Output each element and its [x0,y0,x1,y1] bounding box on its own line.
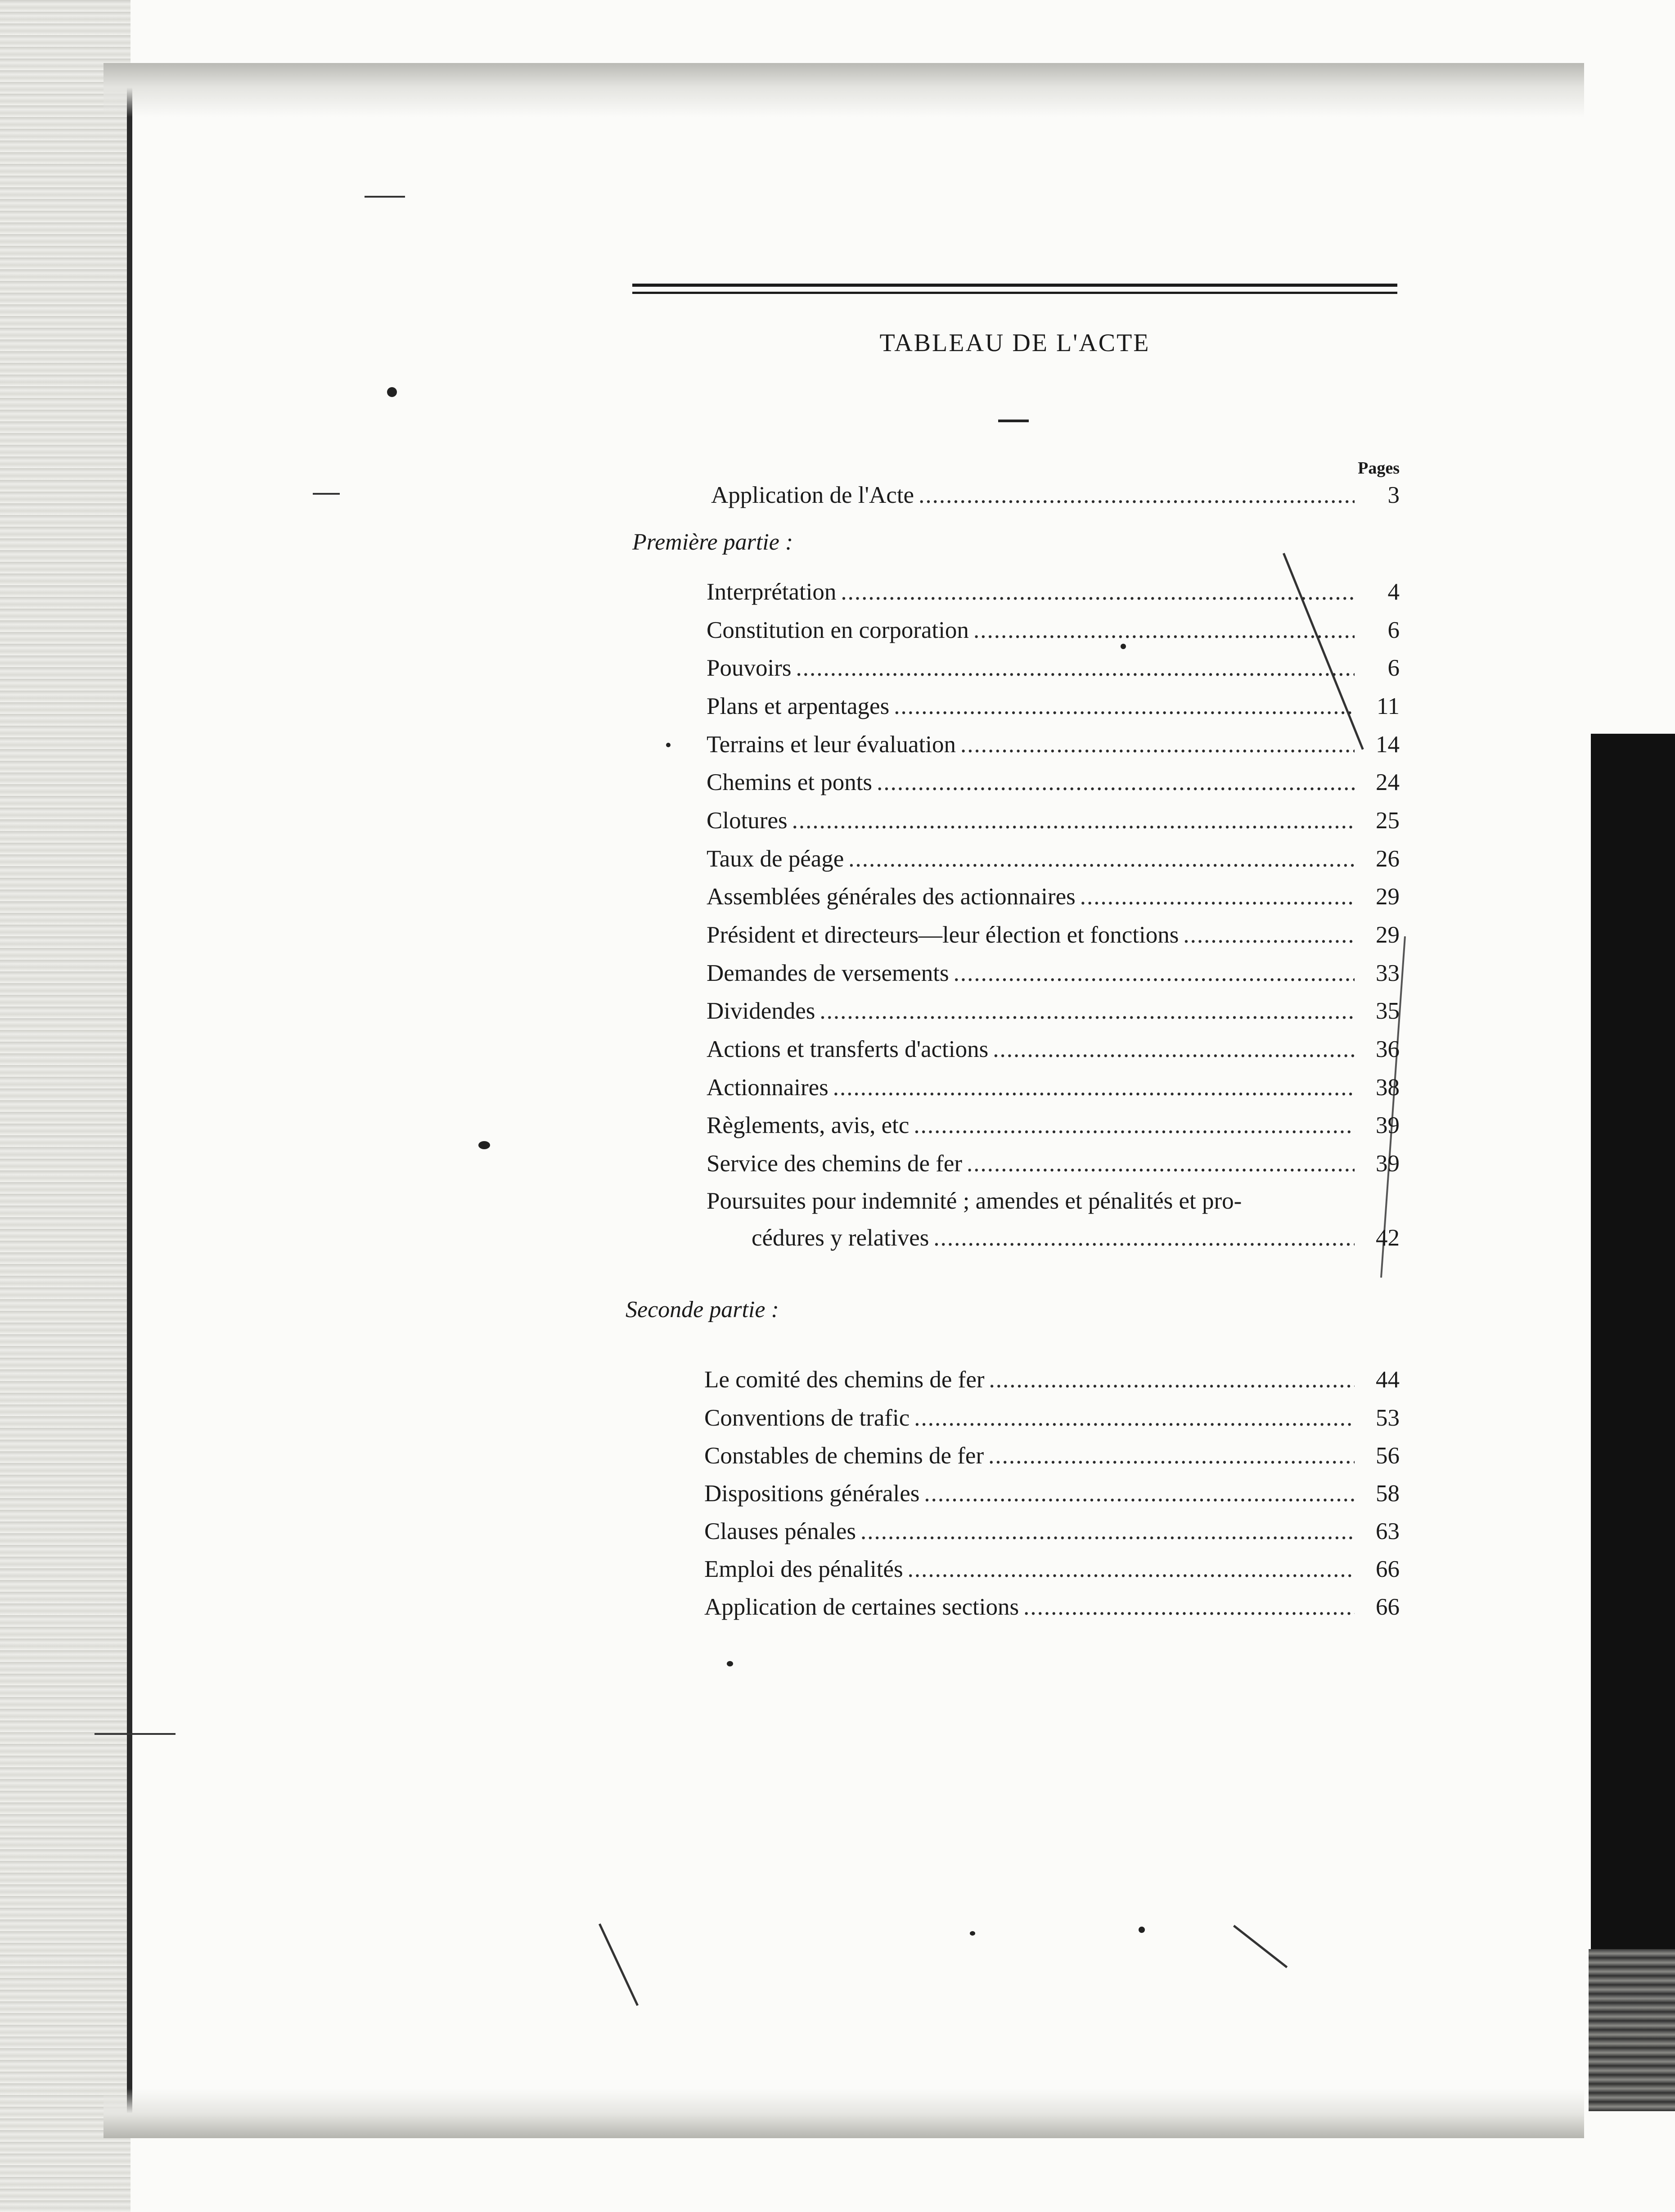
toc-entry [707,764,1400,800]
toc-entry [707,612,1400,648]
toc-entry [707,955,1400,991]
toc-entry [707,879,1400,915]
toc-entry [704,1476,1400,1512]
right-scan-bar-lower [1589,1949,1675,2111]
toc-entry-label: Constitution en corporation [707,617,969,643]
dot-leader [877,764,1355,800]
toc-entry [704,1551,1400,1587]
section-heading-part1: Première partie : [632,529,793,555]
toc-entry-page: 35 [1376,998,1400,1024]
right-scan-bar [1591,734,1675,1954]
toc-entry-page: 6 [1387,655,1400,681]
dot-leader [919,477,1355,513]
dot-leader [908,1551,1355,1587]
toc-entry [704,1589,1400,1625]
toc-entry-label: Constables de chemins de fer [704,1443,984,1469]
toc-entry [707,1070,1400,1106]
toc-entry-page: 24 [1376,769,1400,795]
ink-speck [478,1141,490,1149]
toc-entry-page: 3 [1387,482,1400,508]
toc-entry-label: cédures y relatives [752,1225,929,1251]
toc-entry-label: Plans et arpentages [707,693,890,719]
toc-entry-page: 38 [1376,1074,1400,1101]
dot-leader [988,1438,1355,1474]
toc-entry-label: Président et directeurs—leur élection et fonctions [707,922,1179,948]
ink-stroke [365,196,405,198]
dot-leader [993,1031,1355,1067]
toc-entry [704,1438,1400,1474]
ink-stroke [313,493,340,495]
dot-leader [819,993,1355,1029]
toc-entry-label: Dividendes [707,998,815,1024]
ink-stroke [95,1733,176,1735]
toc-entry-label: Actions et transferts d'actions [707,1036,989,1062]
toc-entry-label: Le comité des chemins de fer [704,1367,985,1393]
toc-entry-label: Clauses pénales [704,1518,856,1544]
toc-entry-label: Interprétation [707,579,837,605]
toc-entry-page: 4 [1387,579,1400,605]
dot-leader [894,688,1355,724]
toc-entry-page: 42 [1376,1225,1400,1251]
section-heading-part2: Seconde partie : [626,1297,779,1323]
ink-speck [666,743,671,747]
dot-leader [792,803,1355,839]
toc-entry-label: Application de l'Acte [711,482,914,508]
ink-speck [727,1661,733,1666]
header-rule-top [632,284,1397,287]
toc-entry-label: Dispositions générales [704,1481,920,1507]
dot-leader [796,650,1355,686]
toc-entry [707,688,1400,724]
toc-entry [707,574,1400,610]
dot-leader [914,1107,1355,1143]
toc-entry [707,841,1400,877]
toc-entry-page: 36 [1376,1036,1400,1062]
toc-entry-label: Assemblées générales des actionnaires [707,884,1076,910]
toc-entry-page: 14 [1376,731,1400,758]
toc-entry-label: Clotures [707,808,788,834]
bottom-scan-edge [104,2089,1584,2138]
toc-entry [707,650,1400,686]
ink-speck [387,387,397,397]
dot-leader [833,1070,1355,1106]
dot-leader [967,1146,1355,1182]
toc-entry-page: 29 [1376,884,1400,910]
toc-entry [704,1400,1400,1436]
toc-entry-page: 29 [1376,922,1400,948]
toc-entry [707,1107,1400,1143]
toc-entry-label: Demandes de versements [707,960,949,986]
dot-leader [954,955,1355,991]
toc-entry-page: 33 [1376,960,1400,986]
toc-entry-page: 53 [1376,1405,1400,1431]
toc-entry-page: 25 [1376,808,1400,834]
dot-leader [860,1513,1355,1549]
toc-entry-label: Chemins et ponts [707,769,873,795]
toc-entry [707,803,1400,839]
toc-entry [704,1513,1400,1549]
dot-leader [960,727,1355,763]
toc-entry-page: 39 [1376,1112,1400,1138]
dot-leader [973,612,1355,648]
toc-entry-page: 66 [1376,1594,1400,1620]
dot-leader [914,1400,1355,1436]
dot-leader [841,574,1355,610]
dot-leader [1023,1589,1355,1625]
pencil-mark [1233,1925,1288,1968]
toc-entry-intro [711,477,1400,513]
toc-entry-page: 63 [1376,1518,1400,1544]
toc-entry [707,1031,1400,1067]
ink-speck [1139,1927,1145,1933]
header-rule-bottom [632,292,1397,294]
toc-entry-page: 39 [1376,1151,1400,1177]
toc-entry-label: Pouvoirs [707,655,792,681]
pencil-mark [599,1923,639,2006]
dot-leader [924,1476,1355,1512]
title-separator [998,420,1029,422]
ink-speck [970,1931,975,1936]
toc-entry-label: Service des chemins de fer [707,1151,963,1177]
left-scan-edge [0,0,131,2212]
toc-entry-label: Emploi des pénalités [704,1556,903,1582]
toc-entry [707,727,1400,763]
pages-column-label: Pages [1358,459,1400,478]
left-binding-line [127,68,132,2129]
toc-entry-page: 11 [1376,693,1400,719]
page-title: TABLEAU DE L'ACTE [879,329,1150,357]
toc-entry-label: Actionnaires [707,1074,828,1101]
toc-entry-page: 6 [1387,617,1400,643]
toc-entry [707,993,1400,1029]
toc-entry-label: Règlements, avis, etc [707,1112,910,1138]
toc-entry-page: 26 [1376,846,1400,872]
dot-leader [933,1220,1355,1256]
toc-entry-label: Application de certaines sections [704,1594,1019,1620]
toc-entry [704,1362,1400,1398]
toc-entry-page: 58 [1376,1481,1400,1507]
top-scan-edge [104,63,1584,117]
toc-entry [707,917,1400,953]
toc-entry-label: Terrains et leur évaluation [707,731,956,758]
toc-entry-multiline-first: Poursuites pour indemnité ; amendes et pénalités et pro- [707,1188,1242,1214]
toc-entry-page: 66 [1376,1556,1400,1582]
dot-leader [989,1362,1355,1398]
dot-leader [848,841,1355,877]
dot-leader [1183,917,1355,953]
toc-entry-page: 44 [1376,1367,1400,1393]
toc-entry-multiline-last [752,1220,1400,1256]
toc-entry-label: Conventions de trafic [704,1405,910,1431]
dot-leader [1080,879,1355,915]
toc-entry [707,1146,1400,1182]
toc-entry-page: 56 [1376,1443,1400,1469]
toc-entry-label: Taux de péage [707,846,844,872]
